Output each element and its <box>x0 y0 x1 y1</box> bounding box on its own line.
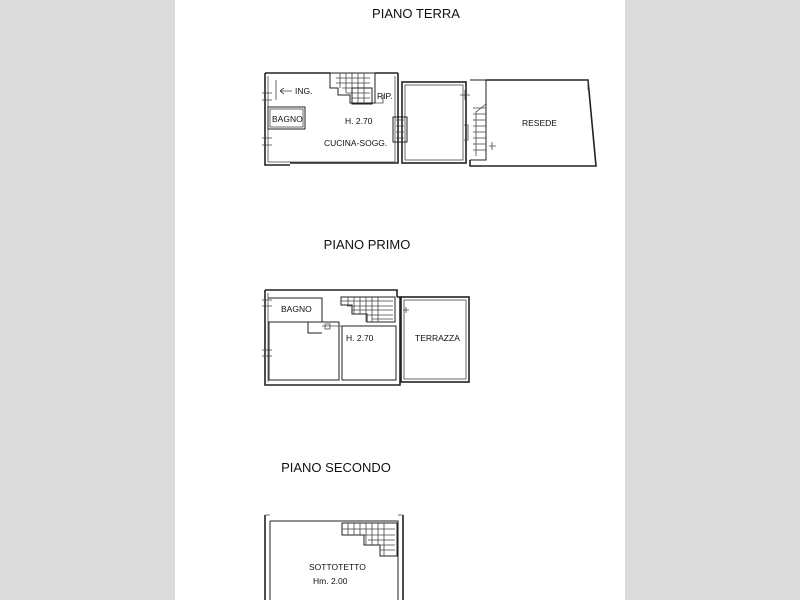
label-ing: ING. <box>295 86 313 96</box>
label-terrazza: TERRAZZA <box>415 333 460 343</box>
label-sottotetto: SOTTOTETTO <box>309 562 366 572</box>
label-resede: RESEDE <box>522 118 557 128</box>
label-height-secondo: Hm. 2.00 <box>313 576 348 586</box>
label-rip: RIP. <box>377 91 393 101</box>
label-bagno-terra: BAGNO <box>272 114 303 124</box>
title-piano-primo: PIANO PRIMO <box>323 237 411 252</box>
label-cucina: CUCINA-SOGG. <box>324 138 388 148</box>
label-height-terra: H. 2.70 <box>345 116 373 126</box>
label-height-primo: H. 2.70 <box>346 333 374 343</box>
label-bagno-primo: BAGNO <box>281 304 312 314</box>
title-piano-secondo: PIANO SECONDO <box>281 460 391 475</box>
title-piano-terra: PIANO TERRA <box>372 6 460 21</box>
plan-piano-secondo <box>265 515 403 600</box>
